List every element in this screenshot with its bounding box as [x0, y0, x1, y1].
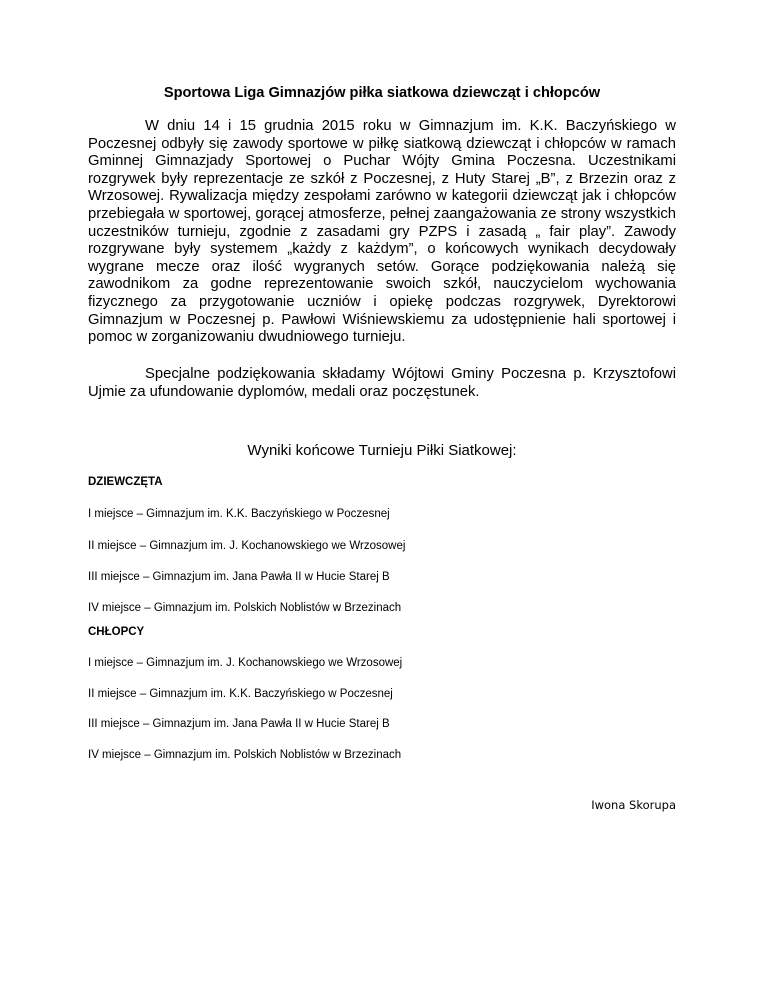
boys-place-2: II miejsce – Gimnazjum im. K.K. Baczyńskiego w Poczesnej	[88, 688, 393, 700]
boys-place-3: III miejsce – Gimnazjum im. Jana Pawła II w Hucie Starej B	[88, 718, 390, 730]
author-signature: Iwona Skorupa	[591, 798, 676, 812]
results-heading: Wyniki końcowe Turnieju Piłki Siatkowej:	[247, 442, 517, 459]
girls-place-2: II miejsce – Gimnazjum im. J. Kochanowskiego we Wrzosowej	[88, 540, 406, 552]
girls-place-4: IV miejsce – Gimnazjum im. Polskich Noblistów w Brzezinach	[88, 602, 402, 614]
boys-place-4: IV miejsce – Gimnazjum im. Polskich Noblistów w Brzezinach	[88, 749, 402, 761]
body-paragraph-thanks: Specjalne podziękowania składamy Wójtowi Gminy Poczesna p. Krzysztofowi Ujmie za ufundowanie dyplomów, medali oraz poczęstunek.	[88, 366, 676, 400]
girls-section-heading: DZIEWCZĘTA	[88, 476, 163, 488]
boys-section-heading: CHŁOPCY	[88, 626, 145, 638]
body-paragraph-main: W dniu 14 i 15 grudnia 2015 roku w Gimnazjum im. K.K. Baczyńskiego w Poczesnej odbyły się zawody sportowe w piłkę siatkową dziewcząt i chłopców w ramach Gminnej Gimnazjady Sportowej o Puchar Wójty Gmina Poczesna. Uczestnikami rozgrywek były reprezentacje ze szkół z Poczesnej, z Huty Starej „B”, z Brzezin oraz z Wrzosowej. Rywalizacja między zespołami zarówno w kategorii dziewcząt jak i chłopców przebiegała w sportowej, gorącej atmosferze, pełnej zaangażowania ze strony wszystkich uczestników turnieju, zgodnie z zasadami gry PZPS i zasadą „ fair play”. Zawody rozgrywane były systemem „każdy z każdym”, o końcowych wynikach decydowały wygrane mecze oraz ilość wygranych setów. Gorące podziękowania należą się zawodnikom za godne reprezentowanie swoich szkół, nauczycielom wychowania fizycznego za przygotowanie uczniów i opiekę podczas rozgrywek, Dyrektorowi Gimnazjum w Poczesnej p. Pawłowi Wiśniewskiemu za udostępnienie hali sportowej i pomoc w zorganizowaniu dwudniowego turnieju.	[88, 118, 676, 346]
boys-place-1: I miejsce – Gimnazjum im. J. Kochanowskiego we Wrzosowej	[88, 657, 403, 669]
girls-place-3: III miejsce – Gimnazjum im. Jana Pawła II w Hucie Starej B	[88, 571, 390, 583]
document-page	[88, 0, 676, 994]
girls-place-1: I miejsce – Gimnazjum im. K.K. Baczyńskiego w Poczesnej	[88, 508, 390, 520]
document-title: Sportowa Liga Gimnazjów piłka siatkowa dziewcząt i chłopców	[163, 85, 601, 101]
